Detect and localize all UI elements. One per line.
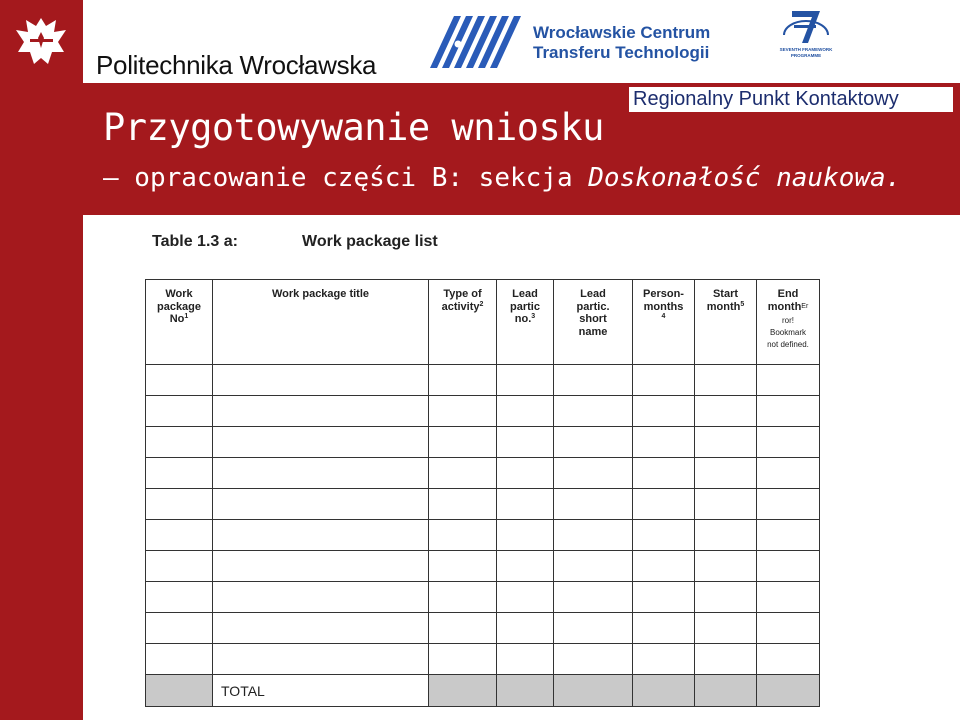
header-line: short	[579, 313, 607, 325]
table-cell	[429, 458, 497, 489]
table-cell	[695, 396, 757, 427]
left-decor-strip	[0, 83, 83, 720]
table-cell	[146, 613, 213, 644]
col-header-lead-partic-no	[497, 280, 554, 365]
table-cell	[695, 365, 757, 396]
table-cell	[146, 427, 213, 458]
table-cell	[429, 396, 497, 427]
institution-name: Politechnika Wrocławska	[96, 50, 377, 80]
error-note-line: Bookmark	[769, 328, 806, 337]
header-line: activity	[441, 300, 480, 313]
table-cell	[146, 582, 213, 613]
error-marker: Er	[801, 302, 809, 310]
table-cell	[757, 613, 820, 644]
table-cell	[429, 489, 497, 520]
programme-label	[770, 47, 842, 58]
header-line: months	[643, 300, 684, 313]
table-cell	[213, 613, 429, 644]
table-cell	[146, 489, 213, 520]
table-cell	[757, 489, 820, 520]
table-row	[146, 458, 820, 489]
total-label: TOTAL	[213, 675, 429, 707]
col-header-wp-no	[146, 280, 213, 365]
table-cell	[213, 489, 429, 520]
table-cell	[633, 365, 695, 396]
footnote-marker: 5	[740, 300, 745, 308]
table-cell	[213, 365, 429, 396]
header-line: month	[706, 300, 741, 313]
total-cell	[497, 675, 554, 707]
footnote-marker: 1	[184, 313, 189, 320]
table-cell	[213, 551, 429, 582]
table-row	[146, 365, 820, 396]
table-cell	[554, 458, 633, 489]
table-cell	[146, 644, 213, 675]
work-package-table	[145, 279, 820, 707]
col-header-start-month	[695, 280, 757, 365]
subtitle-emphasis: Doskonałość naukowa.	[588, 163, 902, 193]
table-row	[146, 613, 820, 644]
table-cell	[497, 613, 554, 644]
table-cell	[213, 458, 429, 489]
programme-logo	[770, 5, 842, 67]
error-note-line: ror!	[782, 316, 794, 325]
table-cell	[695, 520, 757, 551]
col-header-person-months	[633, 280, 695, 365]
table-cell	[213, 396, 429, 427]
header-line: Start	[712, 288, 739, 300]
header-line: Work	[165, 288, 193, 300]
table-cell	[554, 644, 633, 675]
footnote-marker: 3	[531, 313, 536, 320]
table-row	[146, 520, 820, 551]
table-cell	[554, 427, 633, 458]
table-cell	[146, 520, 213, 551]
header-line: Lead	[580, 288, 606, 300]
col-header-end-month	[757, 280, 820, 365]
header-line: partic	[510, 300, 540, 313]
university-logo	[0, 0, 83, 83]
table-row	[146, 551, 820, 582]
table-cell	[213, 582, 429, 613]
table-cell	[695, 489, 757, 520]
header-line: month	[767, 300, 802, 313]
table-cell	[146, 365, 213, 396]
table-cell	[497, 427, 554, 458]
col-header-wp-title	[213, 280, 429, 365]
eagle-emblem-icon	[8, 8, 75, 75]
table-cell	[497, 489, 554, 520]
table-cell	[757, 582, 820, 613]
col-header-activity-type	[429, 280, 497, 365]
total-cell	[146, 675, 213, 707]
table-cell	[633, 582, 695, 613]
table-cell	[554, 582, 633, 613]
table-cell	[213, 520, 429, 551]
table-cell	[554, 365, 633, 396]
table-cell	[554, 551, 633, 582]
table-cell	[695, 427, 757, 458]
center-name	[533, 23, 710, 63]
table-cell	[757, 458, 820, 489]
table-cell	[497, 520, 554, 551]
table-cell	[429, 551, 497, 582]
header-line: End	[777, 288, 799, 300]
table-cell	[633, 644, 695, 675]
table-cell	[146, 551, 213, 582]
slide-title: Przygotowywanie wniosku	[103, 106, 604, 149]
table-cell	[695, 551, 757, 582]
table-cell	[757, 551, 820, 582]
header-line: No	[169, 313, 185, 325]
table-cell	[633, 396, 695, 427]
table-cell	[633, 520, 695, 551]
error-note-line: not defined.	[767, 340, 809, 349]
total-cell	[757, 675, 820, 707]
table-caption-number: Table 1.3 a:	[152, 233, 238, 250]
total-cell	[554, 675, 633, 707]
table-row	[146, 582, 820, 613]
header-line: name	[578, 325, 608, 338]
table-cell	[429, 582, 497, 613]
header-line: package	[156, 300, 202, 313]
table-cell	[554, 489, 633, 520]
table-cell	[633, 458, 695, 489]
table-cell	[695, 458, 757, 489]
table-cell	[695, 644, 757, 675]
header-line: partic.	[576, 300, 610, 313]
table-cell	[497, 644, 554, 675]
footnote-marker: 4	[661, 313, 666, 320]
table-cell	[757, 396, 820, 427]
table-cell	[695, 582, 757, 613]
table-cell	[146, 396, 213, 427]
total-cell	[633, 675, 695, 707]
table-cell	[757, 644, 820, 675]
table-cell	[429, 613, 497, 644]
total-row	[146, 675, 820, 707]
table-cell	[757, 365, 820, 396]
subtitle-prefix: – opracowanie części B: sekcja	[103, 163, 589, 193]
header-line: Type of	[443, 288, 482, 300]
table-cell	[695, 613, 757, 644]
table-cell	[497, 551, 554, 582]
slide-subtitle	[103, 163, 901, 193]
fp7-logo-icon	[770, 5, 842, 47]
programme-label-line1: SEVENTH FRAMEWORK	[779, 47, 833, 52]
table-cell	[633, 427, 695, 458]
table-cell	[757, 520, 820, 551]
table-cell	[497, 365, 554, 396]
table-cell	[429, 427, 497, 458]
table-cell	[633, 489, 695, 520]
header-line: no.	[514, 313, 532, 325]
table-cell	[757, 427, 820, 458]
header-line: Work package title	[272, 288, 369, 300]
table-row	[146, 644, 820, 675]
table-cell	[213, 427, 429, 458]
table-cell	[497, 458, 554, 489]
table-cell	[497, 582, 554, 613]
table-cell	[633, 551, 695, 582]
header-line: Person-	[643, 288, 684, 300]
programme-label-line2: PROGRAMME	[790, 52, 822, 58]
center-name-line1: Wrocławskie Centrum	[533, 23, 711, 42]
table-body	[146, 365, 820, 707]
table-caption-title: Work package list	[302, 233, 438, 250]
total-cell	[695, 675, 757, 707]
col-header-lead-partic-name	[554, 280, 633, 365]
table-row	[146, 396, 820, 427]
footnote-marker: 2	[479, 300, 484, 308]
table-cell	[554, 613, 633, 644]
bookmark-error-note	[757, 315, 819, 351]
table-row	[146, 489, 820, 520]
table-cell	[497, 396, 554, 427]
contact-point-label: Regionalny Punkt Kontaktowy	[629, 87, 953, 112]
table-header-row	[146, 280, 820, 365]
header-line: Lead	[512, 288, 538, 300]
total-cell	[429, 675, 497, 707]
table-cell	[429, 365, 497, 396]
blue-stripes-logo-icon	[428, 10, 524, 72]
table-cell	[213, 644, 429, 675]
table-cell	[429, 520, 497, 551]
table-cell	[146, 458, 213, 489]
table-cell	[554, 520, 633, 551]
table-row	[146, 427, 820, 458]
center-name-line2: Transferu Technologii	[533, 43, 710, 62]
table-cell	[429, 644, 497, 675]
table-cell	[554, 396, 633, 427]
table-cell	[633, 613, 695, 644]
